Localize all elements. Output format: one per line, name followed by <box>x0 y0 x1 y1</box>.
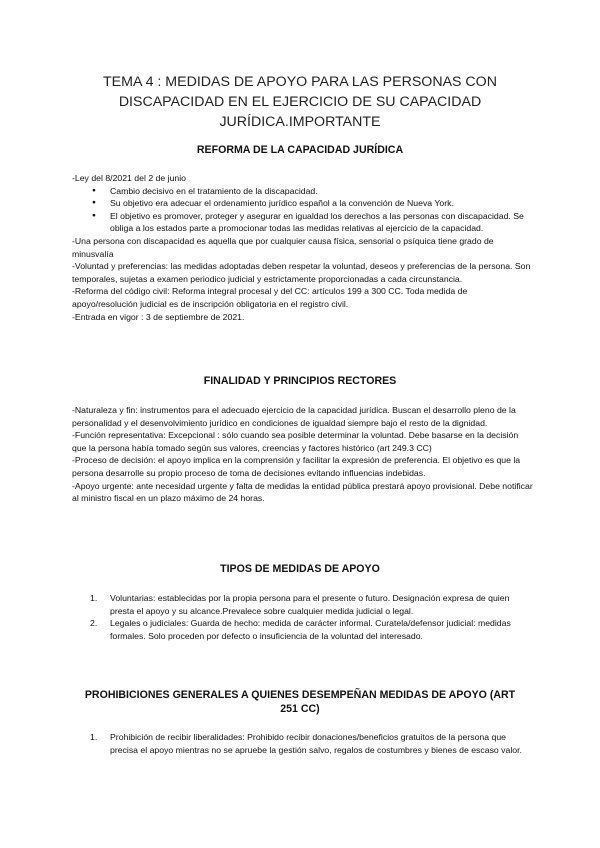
list-number: 1. <box>90 732 98 742</box>
paragraph-apoyo-urgente: -Apoyo urgente: ante necesidad urgente y falta de medidas la entidad pública prestará apoyo provisional. Debe notificar al ministro fiscal en un plazo máximo de 24 horas. <box>72 480 533 504</box>
paragraph-voluntad: -Voluntad y preferencias: las medidas adoptadas deben respetar la voluntad, deseos y preferencias de la persona. Son temporales, sujetas a examen periodico judicial y estrictamente proporcionadas a cada circunstancia. <box>72 261 531 284</box>
heading-reforma: REFORMA DE LA CAPACIDAD JURÍDICA <box>196 144 404 156</box>
tipos-numbered-list <box>72 592 534 642</box>
title-line-2: DISCAPACIDAD EN EL EJERCICIO DE SU CAPACIDAD <box>118 94 482 110</box>
list-item <box>90 617 534 642</box>
list-item: ● Su objetivo era adecuar el ordenamiento jurídico español a la convención de Nueva York. <box>110 197 534 210</box>
ley-line: -Ley del 8/2021 del 2 de junio <box>72 173 186 183</box>
reforma-bullet-list <box>72 185 534 235</box>
heading-prohibiciones-line-2: 251 CC) <box>280 703 320 715</box>
list-text: Prohibición de recibir liberalidades: Prohibido recibir donaciones/beneficios gratuitos de la persona que precisa el apoyo mientras no se apruebe la gestión salvo, regalos de costumbres y bienes de escaso valor. <box>110 732 522 755</box>
list-text: Voluntarias: establecidas por la propia persona para el presente o futuro. Designación expresa de quien presta el apoyo y su alcance.Prevalece sobre cualquier medida judicial o legal. <box>110 593 510 616</box>
list-item: ● El objetivo es promover, proteger y asegurar en igualdad los derechos a las personas con discapacidad. Se obliga a los estados parte a promocionar todas las medidas relativas al ejercicio de la capacidad. <box>110 210 534 235</box>
paragraph-funcion-representativa: -Función representativa: Excepcional : sólo cuando sea posible determinar la voluntad. Debe basarse en la decisión que la persona había tomado según sus valores, creencias y factores histórico (art 249.3 CC) <box>72 430 519 453</box>
list-item <box>90 731 534 756</box>
list-number: 1. <box>90 593 98 603</box>
title-line-1: TEMA 4 : MEDIDAS DE APOYO PARA LAS PERSONAS CON <box>103 74 497 90</box>
paragraph-reforma-codigo: -Reforma del código civil: Reforma integral procesal y del CC: artículos 199 a 300 CC. Toda medida de apoyo/resolución judicial es de inscripción obligatoria en el registro civil. <box>72 286 468 309</box>
paragraph-proceso-decision: -Proceso de decisión: el apoyo implica en la comprensión y facilitar la expresión de preferencia. El objetivo es que la persona desarrolle su propio proceso de toma de decisiones evitando influencias indebidas. <box>72 455 521 478</box>
list-item <box>90 592 534 617</box>
list-text: Legales o judiciales: Guarda de hecho: medida de carácter informal. Curatela/defensor judicial: medidas formales. Solo proceden por defecto o insuficiencia de la voluntad del interesado. <box>110 618 511 641</box>
paragraph-persona-discapacidad: -Una persona con discapacidad es aquella que por cualquier causa física, sensorial o psíquica tiene grado de minusvalía <box>72 235 494 259</box>
title-line-3: JURÍDICA.IMPORTANTE <box>219 114 381 130</box>
paragraph-naturaleza: -Naturaleza y fin: instrumentos para el adecuado ejercicio de la capacidad jurídica. Buscan el desarrollo pleno de la personalidad y el desenvolvimiento jurídico en condiciones de igualdad siempre bajo el resto de la dignidad. <box>72 405 516 428</box>
heading-finalidad: FINALIDAD Y PRINCIPIOS RECTORES <box>203 375 397 387</box>
heading-tipos: TIPOS DE MEDIDAS DE APOYO <box>220 563 380 575</box>
heading-prohibiciones <box>60 688 540 716</box>
section-prohibiciones <box>72 731 534 756</box>
section-finalidad <box>72 404 534 505</box>
document-title <box>60 72 540 132</box>
section-tipos <box>72 592 534 642</box>
list-number: 2. <box>90 618 98 629</box>
list-item: ● Cambio decisivo en el tratamiento de la discapacidad. <box>110 185 534 198</box>
prohibiciones-numbered-list <box>72 731 534 756</box>
heading-prohibiciones-line-1: PROHIBICIONES GENERALES A QUIENES DESEMPEÑAN MEDIDAS DE APOYO (ART <box>84 689 516 701</box>
section-reforma <box>72 172 534 323</box>
paragraph-entrada-vigor: -Entrada en vigor : 3 de septiembre de 2021. <box>72 311 245 322</box>
